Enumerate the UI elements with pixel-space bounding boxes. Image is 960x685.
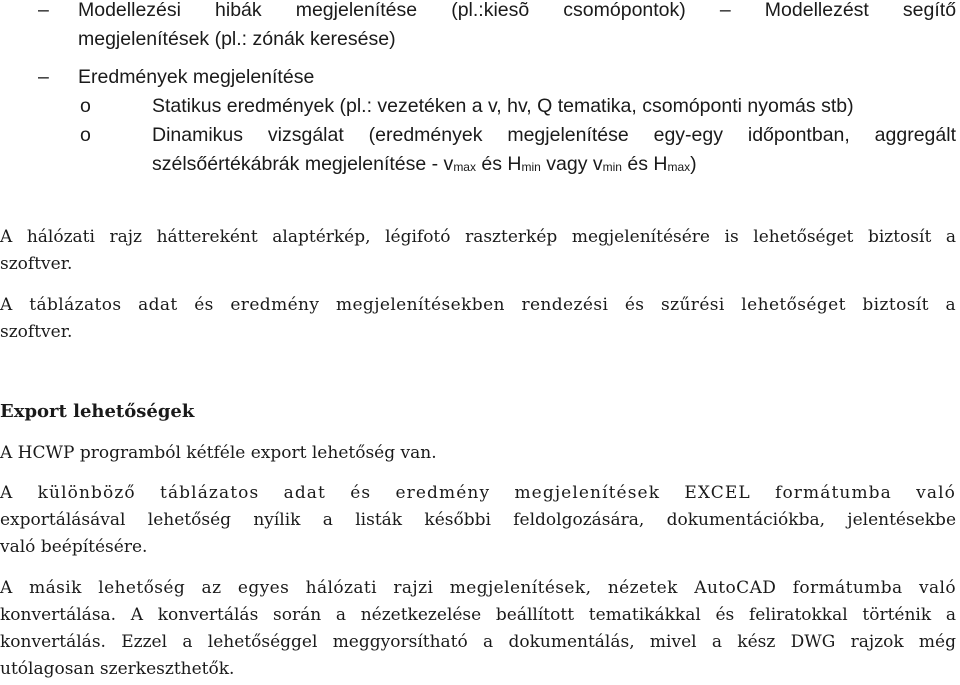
bullet-item-modellezesi-hibak [0,0,956,25]
paragraph-background-map [0,224,956,251]
paragraph-autocad-export-2 [0,602,956,629]
bullet-text-part: (pl.:kiesõ csomópontok) [451,0,686,21]
sub-bullet-continuation [0,150,956,179]
paragraph-export-intro: A HCWP programból kétféle export lehetőség van. [0,443,437,463]
paragraph-autocad-export-3 [0,629,956,656]
paragraph-line: A másik lehetőség az egyes hálózati rajzi megjelenítések, nézetek AutoCAD formátumba való [0,578,956,598]
text-part: és H [621,153,668,175]
paragraph-autocad-export-end [0,656,956,683]
sub-bullet-text [152,150,956,182]
sub-bullet-dinamikus [0,121,956,150]
circle-bullet: o [80,95,91,117]
paragraph-line: utólagosan szerkeszthetők. [0,659,235,679]
paragraph-line: szoftver. [0,254,73,274]
sub-bullet-statikus [0,92,956,121]
paragraph-line: A táblázatos adat és eredmény megjelenítésekben rendezési és szűrési lehetőséget biztosít a [0,295,956,315]
bullet-text-line [78,0,956,25]
bullet-item-eredmenyek [0,63,956,92]
text-part: szélsőértékábrák megjelenítése - v [152,153,454,175]
subscript: min [602,160,622,174]
bullet-text-line: megjelenítések (pl.: zónák keresése) [78,28,396,50]
paragraph-line: szoftver. [0,322,73,342]
bullet-item-continuation [0,25,956,54]
bullet-text-part: – [719,0,731,21]
paragraph-table-filter-end [0,319,956,346]
paragraph-table-filter [0,292,956,319]
bullet-text-line: Eredmények megjelenítése [78,66,315,88]
paragraph-excel-export [0,480,956,507]
text-part: és H [475,153,522,175]
text-part: vagy v [540,153,603,175]
dash-bullet: – [38,0,49,21]
paragraph-excel-export-2 [0,507,956,534]
paragraph-line: exportálásával lehetőség nyílik a listák későbbi feldolgozására, dokumentációkba, jelentésekbe [0,510,956,530]
sub-bullet-text: Statikus eredmények (pl.: vezetéken a v, hv, Q tematika, csomóponti nyomás stb) [152,95,854,117]
paragraph-line: konvertálása. A konvertálás során a nézetkezelése beállított tematikákkal és feliratokkal történik a [0,605,956,625]
paragraph-line: konvertálás. Ezzel a lehetőséggel meggyorsítható a dokumentálás, mivel a kész DWG rajzok még [0,632,956,652]
circle-bullet: o [80,124,91,146]
dash-bullet: – [38,66,49,88]
subscript: max [453,160,476,174]
paragraph-line: való beépítésére. [0,537,148,557]
section-heading-export: Export lehetőségek [0,401,195,422]
paragraph-line: A hálózati rajz háttereként alaptérkép, légifotó raszterkép megjelenítésére is lehetőséget biztosít a [0,227,956,247]
paragraph-line: A különböző táblázatos adat és eredmény megjelenítések EXCEL formátumba való [0,483,956,503]
paragraph-autocad-export [0,575,956,602]
text-part: ) [690,153,697,175]
paragraph-excel-export-end [0,534,956,561]
subscript: min [521,160,541,174]
sub-bullet-text: Dinamikus vizsgálat (eredmények megjelenítése egy-egy időpontban, aggregált [152,124,956,146]
paragraph-background-map-end [0,251,956,278]
subscript: max [667,160,691,174]
bullet-text-part: Modellezést segítő [764,0,957,21]
bullet-text-part: Modellezési hibák megjelenítése [78,0,418,21]
